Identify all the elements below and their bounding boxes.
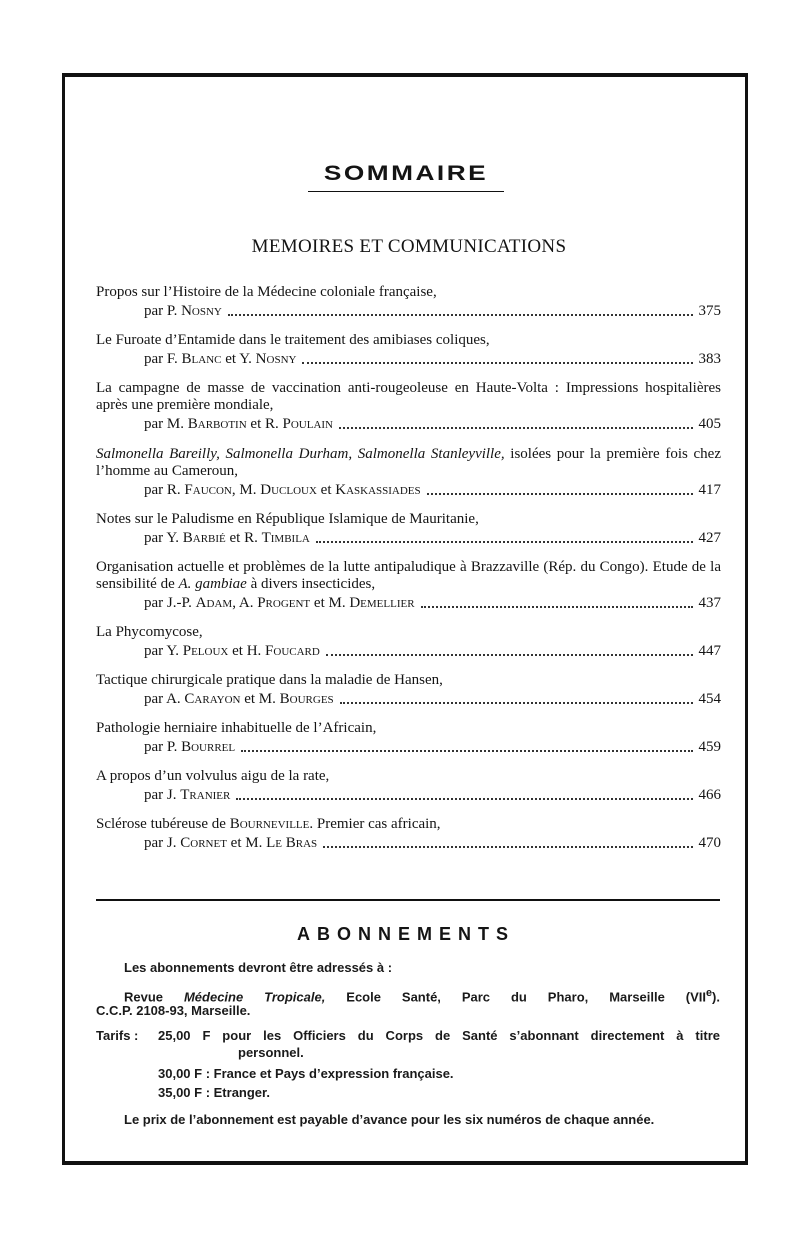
entry-authors-line (96, 787, 721, 804)
entry-authors: par F. Blanc et Y. Nosny (144, 351, 297, 367)
address-line: Revue Médecine Tropicale, Ecole Santé, Parc du Pharo, Marseille (VIIe). (124, 987, 720, 1005)
dot-leader (241, 750, 692, 752)
toc-entry (96, 511, 721, 547)
entry-authors-line (96, 351, 721, 368)
dot-leader (236, 798, 692, 800)
tarifs-label: Tarifs : (96, 1028, 139, 1043)
entry-authors: par J.-P. Adam, A. Progent et M. Demellier (144, 595, 415, 611)
entry-page-number: 454 (698, 691, 721, 707)
section-heading: MEMOIRES ET COMMUNICATIONS (251, 236, 567, 257)
toc-entry (96, 559, 721, 612)
entry-page-number: 447 (698, 643, 721, 659)
entry-authors: par R. Faucon, M. Ducloux et Kaskassiades (144, 482, 421, 498)
entry-authors: par A. Carayon et M. Bourges (144, 691, 334, 707)
entry-page-number: 417 (698, 482, 721, 498)
entry-authors-line (96, 595, 721, 612)
dot-leader (339, 427, 693, 429)
dot-leader (427, 493, 693, 495)
entry-title: La Phycomycose, (96, 624, 203, 640)
title-underline (308, 191, 504, 192)
entry-title: Notes sur le Paludisme en République Islamique de Mauritanie, (96, 511, 479, 527)
ccp-line: C.C.P. 2108-93, Marseille. (96, 1003, 251, 1018)
entry-authors-line (96, 416, 721, 433)
entry-authors-line (96, 482, 721, 499)
entry-authors: par P. Bourrel (144, 739, 236, 755)
entry-authors: par J. Tranier (144, 787, 231, 803)
entry-page-number: 470 (698, 835, 721, 851)
entry-title: La campagne de masse de vaccination anti-rougeoleuse en Haute-Volta : Impressions hospitalières après une première mondiale, (96, 380, 721, 413)
address-intro: Les abonnements devront être adressés à : (124, 960, 393, 975)
tarif-etranger: 35,00 F : Etranger. (158, 1085, 270, 1100)
entry-title: Propos sur l’Histoire de la Médecine coloniale française, (96, 284, 437, 300)
toc-entry (96, 380, 721, 433)
entry-title: A propos d’un volvulus aigu de la rate, (96, 768, 330, 784)
entry-authors: par Y. Peloux et H. Foucard (144, 643, 320, 659)
entry-title: Sclérose tubéreuse de Bourneville. Premier cas africain, (96, 816, 441, 832)
entry-page-number: 375 (698, 303, 721, 319)
dot-leader (302, 362, 692, 364)
entry-authors-line (96, 643, 721, 660)
toc-entry (96, 672, 721, 708)
entry-authors-line (96, 303, 721, 320)
toc-entry (96, 816, 721, 852)
dot-leader (421, 606, 693, 608)
entry-page-number: 459 (698, 739, 721, 755)
entry-page-number: 427 (698, 530, 721, 546)
tarif-france: 30,00 F : France et Pays d’expression française. (158, 1066, 454, 1081)
tarif-officiers: 25,00 F pour les Officiers du Corps de Santé s’abonnant directement à titre (158, 1028, 720, 1043)
entry-authors-line (96, 739, 721, 756)
toc-entry (96, 332, 721, 368)
entry-authors: par M. Barbotin et R. Poulain (144, 416, 333, 432)
entry-page-number: 405 (698, 416, 721, 432)
entry-page-number: 383 (698, 351, 721, 367)
toc-entry (96, 720, 721, 756)
entry-page-number: 466 (698, 787, 721, 803)
entry-authors: par Y. Barbié et R. Timbila (144, 530, 310, 546)
entry-title: Organisation actuelle et problèmes de la lutte antipaludique à Brazzaville (Rép. du Congo). Etude de la sensibilité de A. gambiae à divers insecticides, (96, 559, 721, 592)
toc-entry (96, 446, 721, 499)
entry-authors: par P. Nosny (144, 303, 222, 319)
entry-page-number: 437 (698, 595, 721, 611)
toc-entry (96, 624, 721, 660)
payment-note: Le prix de l’abonnement est payable d’avance pour les six numéros de chaque année. (124, 1112, 655, 1127)
dot-leader (326, 654, 693, 656)
entry-authors-line (96, 835, 721, 852)
entry-authors: par J. Cornet et M. Le Bras (144, 835, 318, 851)
section-divider (96, 899, 720, 901)
toc-entry (96, 284, 721, 320)
entry-title: Tactique chirurgicale pratique dans la maladie de Hansen, (96, 672, 443, 688)
entry-title: Salmonella Bareilly, Salmonella Durham, Salmonella Stanleyville, isolées pour la première fois chez l’homme au Cameroun, (96, 446, 721, 479)
dot-leader (340, 702, 693, 704)
sommaire-title: SOMMAIRE (323, 162, 489, 185)
entry-title: Le Furoate d’Entamide dans le traitement des amibiases coliques, (96, 332, 490, 348)
tarif-officiers-cont: personnel. (238, 1045, 304, 1060)
dot-leader (316, 541, 693, 543)
dot-leader (323, 846, 692, 848)
abonnements-title: ABONNEMENTS (296, 924, 515, 944)
dot-leader (228, 314, 693, 316)
entry-authors-line (96, 530, 721, 547)
entry-title: Pathologie herniaire inhabituelle de l’Africain, (96, 720, 377, 736)
entry-authors-line (96, 691, 721, 708)
toc-entry (96, 768, 721, 804)
